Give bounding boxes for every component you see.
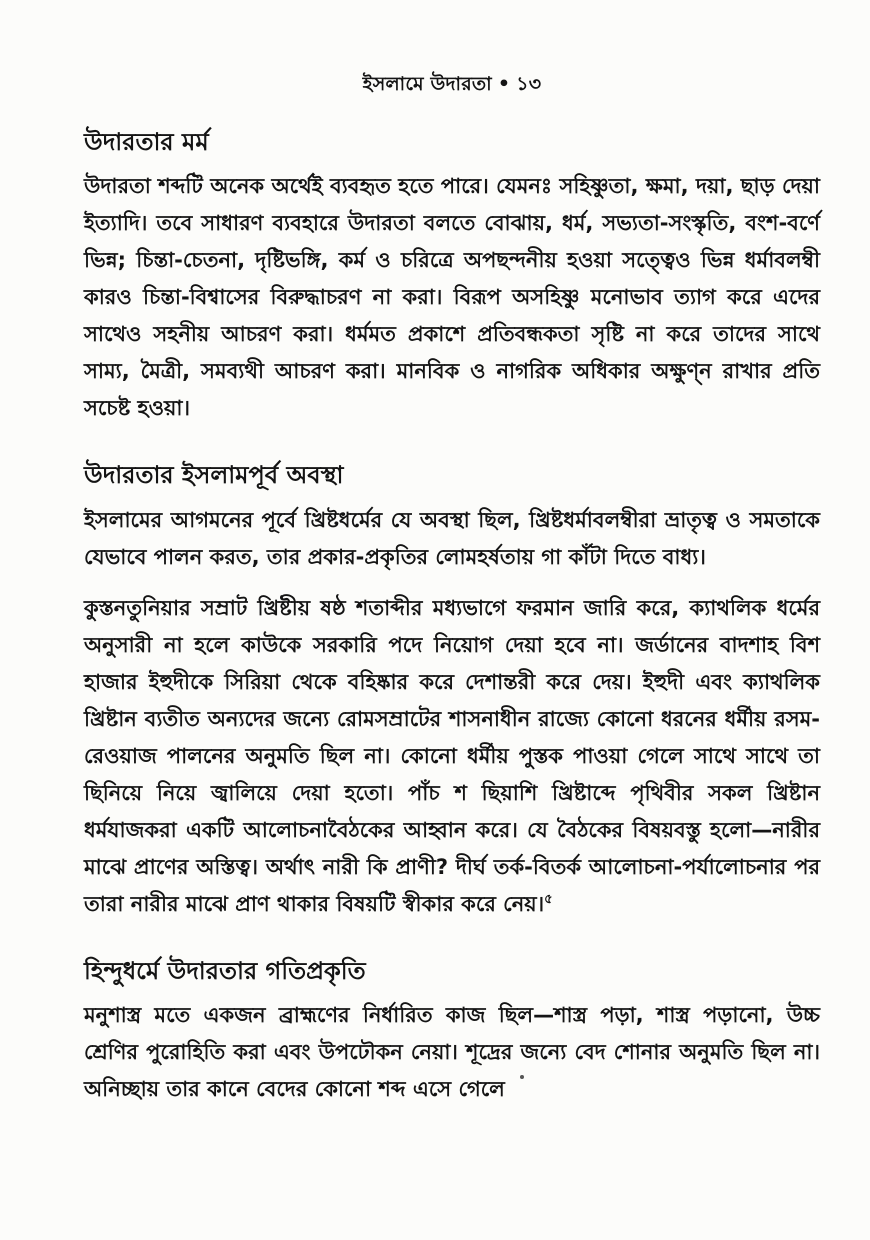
paragraph-meaning: উদারতা শব্দটি অনেক অর্থেই ব্যবহৃত হতে পারে। যেমনঃ সহিষ্ণুতা, ক্ষমা, দয়া, ছাড় দেয়া ইত্যাদি। তবে সাধারণ ব্যবহারে উদারতা বলতে বোঝায়, ধর্ম, সভ্যতা-সংস্কৃতি, বংশ-বর্ণে ভিন্ন; চিন্তা-চেতনা, দৃষ্টিভঙ্গি, কর্ম ও চরিত্রে অপছন্দনীয় হওয়া সত্ত্বেও ভিন্ন ধর্মাবলম্বী কারও চিন্তা-বিশ্বাসের বিরুদ্ধাচরণ না করা। বিরূপ অসহিষ্ণু মনোভাব ত্যাগ করে এদের সাথেও সহনীয় আচরণ করা। ধর্মমত প্রকাশে প্রতিবন্ধকতা সৃষ্টি না করে তাদের সাথে সাম্য, মৈত্রী, সমব্যথী আচরণ করা। মানবিক ও নাগরিক অধিকার অক্ষুণ্ন রাখার প্রতি সচেষ্ট হওয়া। [84, 174, 820, 421]
page-number: ১৩ [516, 73, 542, 95]
paragraph-pre-islamic-2-text: কুস্তনতুনিয়ার সম্রাট খ্রিষ্টীয় ষষ্ঠ শতাব্দীর মধ্যভাগে ফরমান জারি করে, ক্যাথলিক ধর্মের অনুসারী না হলে কাউকে সরকারি পদে নিয়োগ দেয়া হবে না। জর্ডানের বাদশাহ বিশ হাজার ইহুদীকে সিরিয়া থেকে বহিষ্কার করে দেশান্তরী করে দেয়। ইহুদী এবং ক্যাথলিক খ্রিষ্টান ব্যতীত অন্যদের জন্যে রোমসম্রাটের শাসনাধীন রাজ্যে কোনো ধরনের ধর্মীয় রসম-রেওয়াজ পালনের অনুমতি ছিল না। কোনো ধর্মীয় পুস্তক পাওয়া গেলে সাথে সাথে তা ছিনিয়ে নিয়ে জ্বালিয়ে দেয়া হতো। পাঁচ শ ছিয়াশি খ্রিষ্টাব্দে পৃথিবীর সকল খ্রিষ্টান ধর্মযাজকরা একটি আলোচনাবৈঠকের আহ্বান করে। যে বৈঠকের বিষয়বস্তু হলো—নারীর মাঝে প্রাণের অস্তিত্ব। অর্থাৎ নারী কি প্রাণী? দীর্ঘ তর্ক-বিতর্ক আলোচনা-পর্যালোচনার পর তারা নারীর মাঝে প্রাণ থাকার বিষয়টি স্বীকার করে নেয়। [84, 595, 820, 916]
section-heading-meaning: উদারতার মর্ম [84, 128, 209, 156]
separator-dot: • [497, 73, 511, 95]
paragraph-pre-islamic-2 [84, 590, 820, 923]
paragraph-hinduism: মনুশাস্ত্র মতে একজন ব্রাহ্মণের নির্ধারিত কাজ ছিল—শাস্ত্র পড়া, শাস্ত্র পড়ানো, উচ্চ শ্রেণির পুরোহিতি করা এবং উপঢৌকন নেয়া। শূদ্রের জন্যে বেদ শোনার অনুমতি ছিল না। অনিচ্ছায় তার কানে বেদের কোনো শব্দ এসে গেলে [84, 1003, 820, 1102]
running-head [84, 70, 820, 102]
paragraph-pre-islamic-1: ইসলামের আগমনের পূর্বে খ্রিষ্টধর্মের যে অবস্থা ছিল, খ্রিষ্টধর্মাবলম্বীরা ভ্রাতৃত্ব ও সমতাকে যেভাবে পালন করত, তার প্রকার-প্রকৃতির লোমহর্ষতায় গা কাঁটা দিতে বাধ্য। [84, 507, 820, 569]
footnote-marker: ৫ [544, 891, 553, 907]
print-speck [520, 1075, 524, 1079]
section-heading-hinduism: হিন্দুধর্মে উদারতার গতিপ্রকৃতি [84, 956, 366, 985]
book-title: ইসলামে উদারতা [362, 73, 492, 95]
section-heading-pre-islamic: উদারতার ইসলামপূর্ব অবস্থা [84, 461, 344, 490]
